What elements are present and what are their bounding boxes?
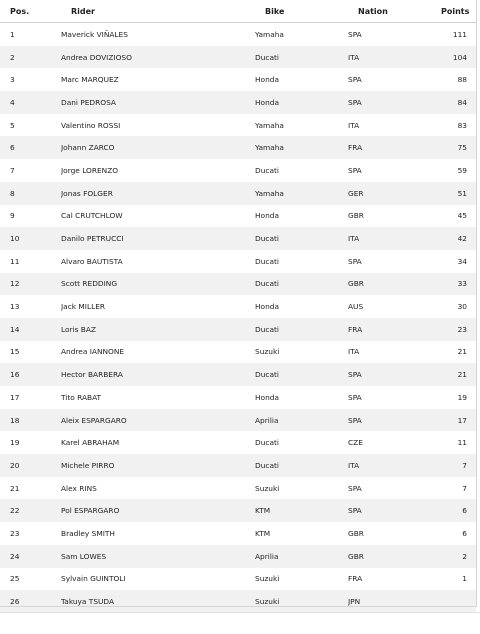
header-nation: Nation [348,0,431,23]
cell-pos: 11 [10,256,20,266]
table-row [0,136,476,159]
table-row [0,431,476,454]
table-row [0,46,476,69]
table-row [0,205,476,228]
cell-rider: Jorge LORENZO [61,165,119,175]
cell-nation: SPA [348,256,362,266]
cell-points: 83 [457,120,467,130]
cell-points: 33 [431,273,476,296]
cell-bike: KTM [255,499,348,522]
header-bike: Bike [255,0,348,23]
header-points: Points [431,0,476,23]
cell-nation: SPA [348,165,362,175]
cell-rider: Tito RABAT [61,392,102,402]
cell-pos: 6 [0,136,61,159]
cell-bike: Yamaha [255,182,348,205]
table-row [0,409,476,432]
cell-rider: Maverick VIÑALES [61,29,128,39]
table-row [0,568,476,591]
table-row [0,545,476,568]
cell-bike: Honda [255,392,279,402]
cell-rider: Jonas FOLGER [61,182,255,205]
cell-points: 59 [457,165,467,175]
cell-bike: Yamaha [255,120,284,130]
cell-points: 45 [457,211,467,221]
cell-rider: Danilo PETRUCCI [61,227,255,250]
header-row [0,0,476,23]
cell-nation: AUS [348,302,364,312]
cell-points: 7 [431,454,476,477]
cell-nation: SPA [348,392,362,402]
cell-points: 104 [431,46,476,69]
cell-rider: Bradley SMITH [61,528,115,538]
cell-bike: Aprilia [255,545,348,568]
table-bottom-border [0,606,477,607]
cell-pos: 12 [0,273,61,296]
cell-rider: Karel ABRAHAM [61,438,120,448]
cell-points: 7 [462,483,467,493]
cell-points: 51 [431,182,476,205]
cell-rider: Takuya TSUDA [61,590,255,613]
cell-nation: SPA [348,29,362,39]
cell-nation: SPA [348,409,431,432]
cell-bike: Ducati [255,438,279,448]
cell-points: 23 [431,318,476,341]
cell-nation: FRA [348,574,363,584]
cell-pos: 17 [10,392,20,402]
cell-pos: 18 [0,409,61,432]
cell-rider: Sam LOWES [61,545,255,568]
table-row [0,295,476,318]
header-pos: Pos. [0,0,61,23]
cell-points: 88 [457,75,467,85]
table-body [0,23,476,613]
cell-nation: FRA [348,136,431,159]
cell-nation: SPA [348,75,362,85]
cell-nation: GBR [348,545,431,568]
cell-bike: Suzuki [255,574,280,584]
cell-pos: 4 [0,91,61,114]
cell-rider: Scott REDDING [61,273,255,296]
page-bottom-divider [0,612,480,613]
cell-nation: GBR [348,211,364,221]
cell-nation: JPN [348,590,431,613]
table-row [0,23,476,46]
cell-points: 42 [431,227,476,250]
cell-bike: Suzuki [255,590,348,613]
cell-bike: Ducati [255,46,348,69]
cell-nation: SPA [348,363,431,386]
cell-nation: GBR [348,273,431,296]
cell-points: 1 [462,574,467,584]
cell-pos: 19 [10,438,20,448]
cell-bike: Ducati [255,273,348,296]
cell-rider: Andrea DOVIZIOSO [61,46,255,69]
cell-bike: Honda [255,302,279,312]
header-rider: Rider [61,0,255,23]
table-row [0,182,476,205]
cell-nation: ITA [348,46,431,69]
cell-nation: CZE [348,438,363,448]
cell-bike: Ducati [255,165,279,175]
cell-bike: Suzuki [255,347,280,357]
cell-pos: 1 [10,29,15,39]
cell-nation: GBR [348,528,364,538]
cell-rider: Loris BAZ [61,318,255,341]
cell-rider: Sylvain GUINTOLI [61,574,126,584]
cell-bike: Ducati [255,318,348,341]
cell-pos: 25 [10,574,20,584]
cell-nation: SPA [348,483,362,493]
cell-rider: Michele PIRRO [61,454,255,477]
table-row [0,318,476,341]
table-row [0,341,476,364]
table-header [0,0,476,23]
cell-bike: Suzuki [255,483,280,493]
table-row [0,250,476,273]
cell-pos: 21 [10,483,20,493]
cell-pos: 15 [10,347,20,357]
table-row [0,159,476,182]
cell-nation: ITA [348,347,360,357]
cell-points: 75 [431,136,476,159]
cell-bike: Honda [255,91,348,114]
cell-pos: 13 [10,302,20,312]
cell-bike: Yamaha [255,29,284,39]
cell-rider: Johann ZARCO [61,136,255,159]
cell-nation: SPA [348,91,431,114]
table-row [0,227,476,250]
cell-points: 19 [457,392,467,402]
table-right-border [476,0,477,606]
cell-bike: KTM [255,528,271,538]
cell-bike: Honda [255,211,279,221]
cell-pos: 22 [0,499,61,522]
cell-pos: 7 [10,165,15,175]
cell-rider: Alex RINS [61,483,97,493]
cell-points [431,590,476,613]
cell-nation: GER [348,182,431,205]
cell-rider: Marc MARQUEZ [61,75,119,85]
cell-pos: 20 [0,454,61,477]
cell-rider: Andrea IANNONE [61,347,125,357]
cell-pos: 9 [10,211,15,221]
cell-points: 111 [452,29,467,39]
cell-pos: 23 [10,528,20,538]
table-row [0,68,476,91]
cell-points: 34 [457,256,467,266]
cell-points: 84 [431,91,476,114]
table-row [0,114,476,137]
cell-rider: Valentino ROSSI [61,120,121,130]
table-row [0,477,476,500]
cell-rider: Pol ESPARGARO [61,499,255,522]
table-row [0,273,476,296]
cell-points: 17 [431,409,476,432]
cell-nation: FRA [348,318,431,341]
table-row [0,590,476,613]
cell-pos: 10 [0,227,61,250]
cell-rider: Dani PEDROSA [61,91,255,114]
cell-rider: Alvaro BAUTISTA [61,256,123,266]
cell-pos: 16 [0,363,61,386]
cell-points: 2 [431,545,476,568]
cell-pos: 14 [0,318,61,341]
cell-points: 11 [457,438,467,448]
cell-points: 21 [431,363,476,386]
cell-rider: Jack MILLER [61,302,105,312]
cell-nation: SPA [348,499,431,522]
cell-pos: 26 [0,590,61,613]
cell-points: 30 [457,302,467,312]
cell-bike: Ducati [255,256,279,266]
cell-rider: Hector BARBERA [61,363,255,386]
cell-points: 21 [457,347,467,357]
table-row [0,522,476,545]
table-row [0,363,476,386]
table-row [0,454,476,477]
cell-bike: Yamaha [255,136,348,159]
cell-bike: Ducati [255,454,348,477]
cell-nation: ITA [348,227,431,250]
cell-pos: 5 [10,120,15,130]
cell-pos: 8 [0,182,61,205]
cell-pos: 3 [10,75,15,85]
table-row [0,91,476,114]
cell-points: 6 [431,499,476,522]
cell-rider: Cal CRUTCHLOW [61,211,123,221]
cell-pos: 2 [0,46,61,69]
cell-nation: ITA [348,120,360,130]
cell-bike: Aprilia [255,409,348,432]
table-row [0,499,476,522]
table-row [0,386,476,409]
cell-bike: Honda [255,75,279,85]
cell-pos: 24 [0,545,61,568]
cell-rider: Aleix ESPARGARO [61,409,255,432]
cell-points: 6 [462,528,467,538]
cell-bike: Ducati [255,227,348,250]
cell-nation: ITA [348,454,431,477]
cell-bike: Ducati [255,363,348,386]
